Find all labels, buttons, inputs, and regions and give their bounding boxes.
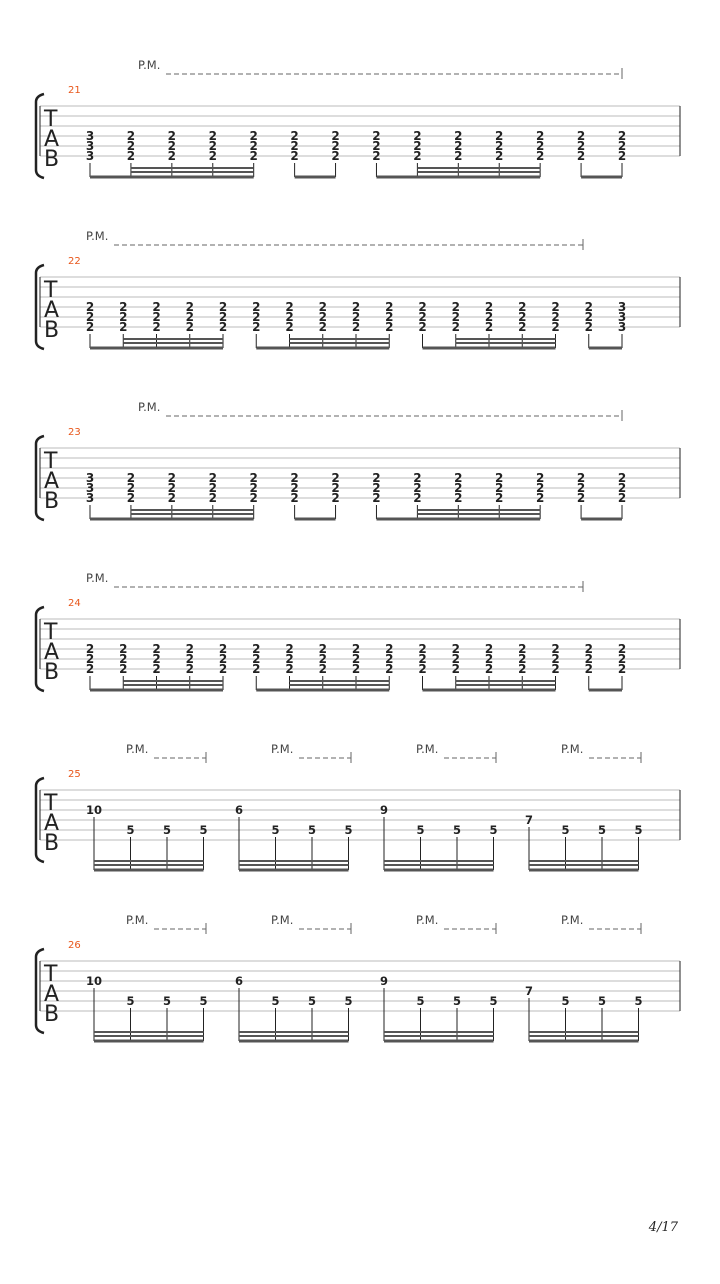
- fret-number: 3: [85, 471, 95, 485]
- fret-number: 2: [451, 300, 460, 314]
- tab-clef-letter: B: [44, 318, 60, 343]
- measure-number: 23: [68, 427, 81, 438]
- fret-number: 2: [185, 662, 194, 676]
- fret-number: 5: [307, 823, 317, 837]
- fret-number: 2: [85, 310, 95, 324]
- fret-number: 2: [617, 642, 627, 656]
- fret-number: 2: [208, 481, 217, 495]
- fret-number: 2: [484, 310, 494, 324]
- fret-number: 2: [495, 149, 504, 163]
- measure-number: 26: [68, 940, 81, 951]
- fret-number: 5: [126, 994, 135, 1008]
- fret-number: 2: [385, 652, 394, 666]
- fret-number: 2: [535, 139, 545, 153]
- fret-number: 2: [576, 481, 586, 495]
- fret-number: 2: [218, 310, 228, 324]
- fret-number: 2: [351, 642, 361, 656]
- fret-number: 2: [484, 662, 494, 676]
- palm-mute-label: P.M.: [271, 742, 294, 756]
- fret-number: 2: [318, 310, 327, 324]
- fret-number: 2: [518, 652, 527, 666]
- fret-number: 2: [351, 300, 361, 314]
- fret-number: 2: [290, 471, 299, 485]
- fret-number: 2: [418, 662, 427, 676]
- fret-number: 2: [126, 481, 136, 495]
- fret-number: 2: [290, 481, 299, 495]
- fret-number: 2: [576, 491, 586, 505]
- fret-number: 2: [518, 642, 527, 656]
- fret-number: 2: [535, 129, 545, 143]
- fret-number: 2: [218, 300, 228, 314]
- palm-mute-label: P.M.: [86, 571, 109, 585]
- fret-number: 2: [185, 642, 194, 656]
- fret-number: 2: [413, 491, 422, 505]
- fret-number: 3: [617, 320, 627, 334]
- tab-clef-letter: A: [44, 811, 60, 836]
- tab-clef-letter: T: [44, 962, 58, 987]
- tab-clef-letter: B: [44, 147, 60, 172]
- fret-number: 2: [418, 652, 427, 666]
- fret-number: 2: [85, 320, 95, 334]
- fret-number: 2: [454, 149, 463, 163]
- fret-number: 5: [634, 823, 643, 837]
- fret-number: 2: [484, 652, 494, 666]
- fret-number: 2: [495, 129, 504, 143]
- fret-number: 2: [126, 491, 136, 505]
- fret-number: 2: [584, 652, 593, 666]
- fret-number: 2: [152, 662, 161, 676]
- fret-number: 2: [285, 662, 294, 676]
- fret-number: 2: [331, 139, 340, 153]
- fret-number: 9: [379, 803, 389, 817]
- fret-number: 2: [418, 310, 427, 324]
- fret-number: 2: [535, 149, 545, 163]
- fret-number: 7: [524, 984, 534, 998]
- fret-number: 5: [307, 994, 317, 1008]
- fret-number: 2: [454, 471, 463, 485]
- fret-number: 2: [484, 300, 494, 314]
- fret-number: 5: [416, 994, 425, 1008]
- fret-number: 2: [551, 652, 560, 666]
- fret-number: 2: [385, 310, 394, 324]
- fret-number: 5: [344, 994, 353, 1008]
- fret-number: 2: [495, 491, 504, 505]
- fret-number: 2: [385, 642, 394, 656]
- fret-number: 2: [318, 642, 327, 656]
- fret-number: 2: [185, 652, 194, 666]
- fret-number: 5: [489, 994, 498, 1008]
- fret-number: 2: [218, 642, 228, 656]
- fret-number: 2: [584, 642, 593, 656]
- fret-number: 5: [126, 823, 135, 837]
- fret-number: 2: [518, 320, 527, 334]
- fret-number: 2: [290, 149, 299, 163]
- fret-number: 2: [285, 310, 294, 324]
- fret-number: 3: [85, 129, 95, 143]
- fret-number: 5: [597, 823, 607, 837]
- palm-mute-label: P.M.: [416, 742, 439, 756]
- fret-number: 2: [331, 471, 340, 485]
- fret-number: 2: [208, 471, 217, 485]
- page-number: 4/17: [648, 1220, 678, 1235]
- fret-number: 2: [454, 491, 463, 505]
- fret-number: 2: [218, 320, 228, 334]
- fret-number: 9: [379, 974, 389, 988]
- fret-number: 2: [249, 471, 258, 485]
- fret-number: 2: [351, 652, 361, 666]
- tab-clef-letter: A: [44, 469, 60, 494]
- fret-number: 2: [249, 491, 258, 505]
- fret-number: 2: [331, 481, 340, 495]
- fret-number: 2: [318, 652, 327, 666]
- fret-number: 2: [318, 662, 327, 676]
- fret-number: 2: [495, 139, 504, 153]
- measure-number: 22: [68, 256, 81, 267]
- fret-number: 2: [385, 662, 394, 676]
- palm-mute-label: P.M.: [561, 742, 584, 756]
- tab-clef-letter: A: [44, 640, 60, 665]
- measure-number: 25: [68, 769, 81, 780]
- fret-number: 2: [484, 320, 494, 334]
- tab-system-26: [36, 913, 680, 1041]
- fret-number: 2: [551, 320, 560, 334]
- fret-number: 2: [535, 471, 545, 485]
- fret-number: 2: [331, 149, 340, 163]
- tab-clef-letter: B: [44, 1002, 60, 1027]
- fret-number: 2: [451, 652, 460, 666]
- fret-number: 2: [372, 129, 381, 143]
- fret-number: 2: [495, 481, 504, 495]
- fret-number: 2: [318, 320, 327, 334]
- fret-number: 2: [119, 642, 128, 656]
- fret-number: 2: [351, 320, 361, 334]
- fret-number: 2: [518, 300, 527, 314]
- fret-number: 2: [617, 662, 627, 676]
- fret-number: 2: [617, 139, 627, 153]
- palm-mute-label: P.M.: [138, 400, 161, 414]
- fret-number: 2: [126, 129, 136, 143]
- fret-number: 2: [152, 652, 161, 666]
- fret-number: 5: [416, 823, 425, 837]
- fret-number: 2: [331, 129, 340, 143]
- measure-number: 24: [68, 598, 81, 609]
- tab-clef-letter: B: [44, 489, 60, 514]
- fret-number: 2: [454, 139, 463, 153]
- fret-number: 3: [85, 481, 95, 495]
- fret-number: 2: [451, 310, 460, 324]
- fret-number: 2: [551, 310, 560, 324]
- fret-number: 2: [454, 481, 463, 495]
- fret-number: 2: [126, 471, 136, 485]
- fret-number: 2: [418, 300, 427, 314]
- fret-number: 2: [218, 652, 228, 666]
- fret-number: 2: [252, 642, 261, 656]
- fret-number: 2: [119, 652, 128, 666]
- fret-number: 2: [167, 481, 177, 495]
- fret-number: 2: [584, 310, 593, 324]
- fret-number: 10: [85, 974, 103, 988]
- fret-number: 2: [208, 491, 217, 505]
- fret-number: 2: [185, 320, 194, 334]
- fret-number: 2: [617, 129, 627, 143]
- fret-number: 6: [234, 803, 244, 817]
- fret-number: 2: [551, 642, 560, 656]
- fret-number: 2: [318, 300, 327, 314]
- fret-number: 2: [208, 129, 217, 143]
- fret-number: 3: [85, 149, 95, 163]
- fret-number: 2: [252, 310, 261, 324]
- fret-number: 5: [489, 823, 498, 837]
- fret-number: 5: [561, 823, 570, 837]
- fret-number: 2: [249, 481, 258, 495]
- fret-number: 2: [584, 662, 593, 676]
- palm-mute-label: P.M.: [271, 913, 294, 927]
- palm-mute-label: P.M.: [138, 58, 161, 72]
- fret-number: 2: [249, 149, 258, 163]
- tab-clef-letter: T: [44, 791, 58, 816]
- fret-number: 2: [551, 662, 560, 676]
- fret-number: 2: [252, 320, 261, 334]
- fret-number: 5: [452, 823, 462, 837]
- fret-number: 2: [518, 310, 527, 324]
- fret-number: 2: [285, 652, 294, 666]
- fret-number: 2: [617, 652, 627, 666]
- fret-number: 2: [451, 662, 460, 676]
- fret-number: 2: [372, 149, 381, 163]
- palm-mute-label: P.M.: [86, 229, 109, 243]
- tab-clef-letter: T: [44, 449, 58, 474]
- fret-number: 2: [351, 662, 361, 676]
- fret-number: 5: [162, 994, 172, 1008]
- fret-number: 2: [495, 471, 504, 485]
- fret-number: 2: [218, 662, 228, 676]
- fret-number: 2: [576, 149, 586, 163]
- palm-mute-label: P.M.: [126, 913, 149, 927]
- fret-number: 2: [85, 642, 95, 656]
- fret-number: 2: [185, 300, 194, 314]
- fret-number: 2: [418, 320, 427, 334]
- fret-number: 5: [199, 994, 208, 1008]
- palm-mute-label: P.M.: [561, 913, 584, 927]
- fret-number: 2: [576, 471, 586, 485]
- fret-number: 2: [119, 662, 128, 676]
- measure-number: 21: [68, 85, 81, 96]
- tab-system-24: [36, 571, 680, 691]
- fret-number: 2: [126, 139, 136, 153]
- fret-number: 5: [271, 823, 280, 837]
- fret-number: 2: [126, 149, 136, 163]
- tab-system-21: [36, 58, 680, 178]
- fret-number: 2: [372, 471, 381, 485]
- fret-number: 2: [285, 642, 294, 656]
- fret-number: 2: [152, 300, 161, 314]
- fret-number: 2: [584, 320, 593, 334]
- fret-number: 2: [208, 139, 217, 153]
- fret-number: 2: [85, 662, 95, 676]
- fret-number: 3: [85, 139, 95, 153]
- fret-number: 2: [535, 491, 545, 505]
- fret-number: 2: [617, 491, 627, 505]
- fret-number: 2: [454, 129, 463, 143]
- fret-number: 2: [451, 642, 460, 656]
- fret-number: 3: [617, 300, 627, 314]
- fret-number: 2: [119, 310, 128, 324]
- tab-clef-letter: T: [44, 278, 58, 303]
- tab-system-25: [36, 742, 680, 870]
- fret-number: 2: [617, 149, 627, 163]
- fret-number: 2: [551, 300, 560, 314]
- fret-number: 2: [418, 642, 427, 656]
- fret-number: 2: [252, 300, 261, 314]
- fret-number: 2: [617, 481, 627, 495]
- fret-number: 5: [271, 994, 280, 1008]
- fret-number: 2: [535, 481, 545, 495]
- fret-number: 2: [167, 491, 177, 505]
- fret-number: 5: [344, 823, 353, 837]
- tab-clef-letter: B: [44, 660, 60, 685]
- fret-number: 2: [484, 642, 494, 656]
- tab-clef-letter: T: [44, 620, 58, 645]
- fret-number: 2: [385, 300, 394, 314]
- tab-clef-letter: A: [44, 982, 60, 1007]
- fret-number: 3: [85, 491, 95, 505]
- tab-clef-letter: T: [44, 107, 58, 132]
- fret-number: 2: [351, 310, 361, 324]
- fret-number: 2: [413, 139, 422, 153]
- fret-number: 2: [385, 320, 394, 334]
- fret-number: 2: [152, 320, 161, 334]
- tab-clef-letter: A: [44, 298, 60, 323]
- fret-number: 2: [252, 652, 261, 666]
- fret-number: 2: [167, 139, 177, 153]
- fret-number: 2: [584, 300, 593, 314]
- fret-number: 2: [617, 471, 627, 485]
- fret-number: 2: [413, 481, 422, 495]
- fret-number: 2: [167, 149, 177, 163]
- fret-number: 2: [451, 320, 460, 334]
- fret-number: 2: [372, 139, 381, 153]
- tab-system-23: [36, 400, 680, 520]
- fret-number: 2: [252, 662, 261, 676]
- fret-number: 2: [290, 139, 299, 153]
- fret-number: 2: [85, 300, 95, 314]
- tab-clef-letter: A: [44, 127, 60, 152]
- fret-number: 2: [576, 139, 586, 153]
- fret-number: 5: [452, 994, 462, 1008]
- fret-number: 2: [285, 300, 294, 314]
- fret-number: 2: [152, 642, 161, 656]
- fret-number: 10: [85, 803, 103, 817]
- fret-number: 2: [208, 149, 217, 163]
- fret-number: 2: [413, 471, 422, 485]
- palm-mute-label: P.M.: [416, 913, 439, 927]
- fret-number: 2: [152, 310, 161, 324]
- fret-number: 5: [597, 994, 607, 1008]
- fret-number: 2: [249, 139, 258, 153]
- fret-number: 2: [85, 652, 95, 666]
- fret-number: 2: [576, 129, 586, 143]
- fret-number: 2: [372, 491, 381, 505]
- fret-number: 5: [162, 823, 172, 837]
- tab-clef-letter: B: [44, 831, 60, 856]
- fret-number: 2: [185, 310, 194, 324]
- fret-number: 2: [290, 491, 299, 505]
- fret-number: 5: [634, 994, 643, 1008]
- fret-number: 2: [119, 300, 128, 314]
- tab-system-22: [36, 229, 680, 349]
- fret-number: 5: [199, 823, 208, 837]
- fret-number: 2: [119, 320, 128, 334]
- fret-number: 2: [331, 491, 340, 505]
- fret-number: 5: [561, 994, 570, 1008]
- fret-number: 3: [617, 310, 627, 324]
- fret-number: 2: [249, 129, 258, 143]
- fret-number: 2: [413, 149, 422, 163]
- fret-number: 2: [518, 662, 527, 676]
- fret-number: 6: [234, 974, 244, 988]
- fret-number: 2: [285, 320, 294, 334]
- fret-number: 2: [167, 129, 177, 143]
- fret-number: 2: [290, 129, 299, 143]
- palm-mute-label: P.M.: [126, 742, 149, 756]
- fret-number: 2: [167, 471, 177, 485]
- fret-number: 2: [413, 129, 422, 143]
- fret-number: 2: [372, 481, 381, 495]
- fret-number: 7: [524, 813, 534, 827]
